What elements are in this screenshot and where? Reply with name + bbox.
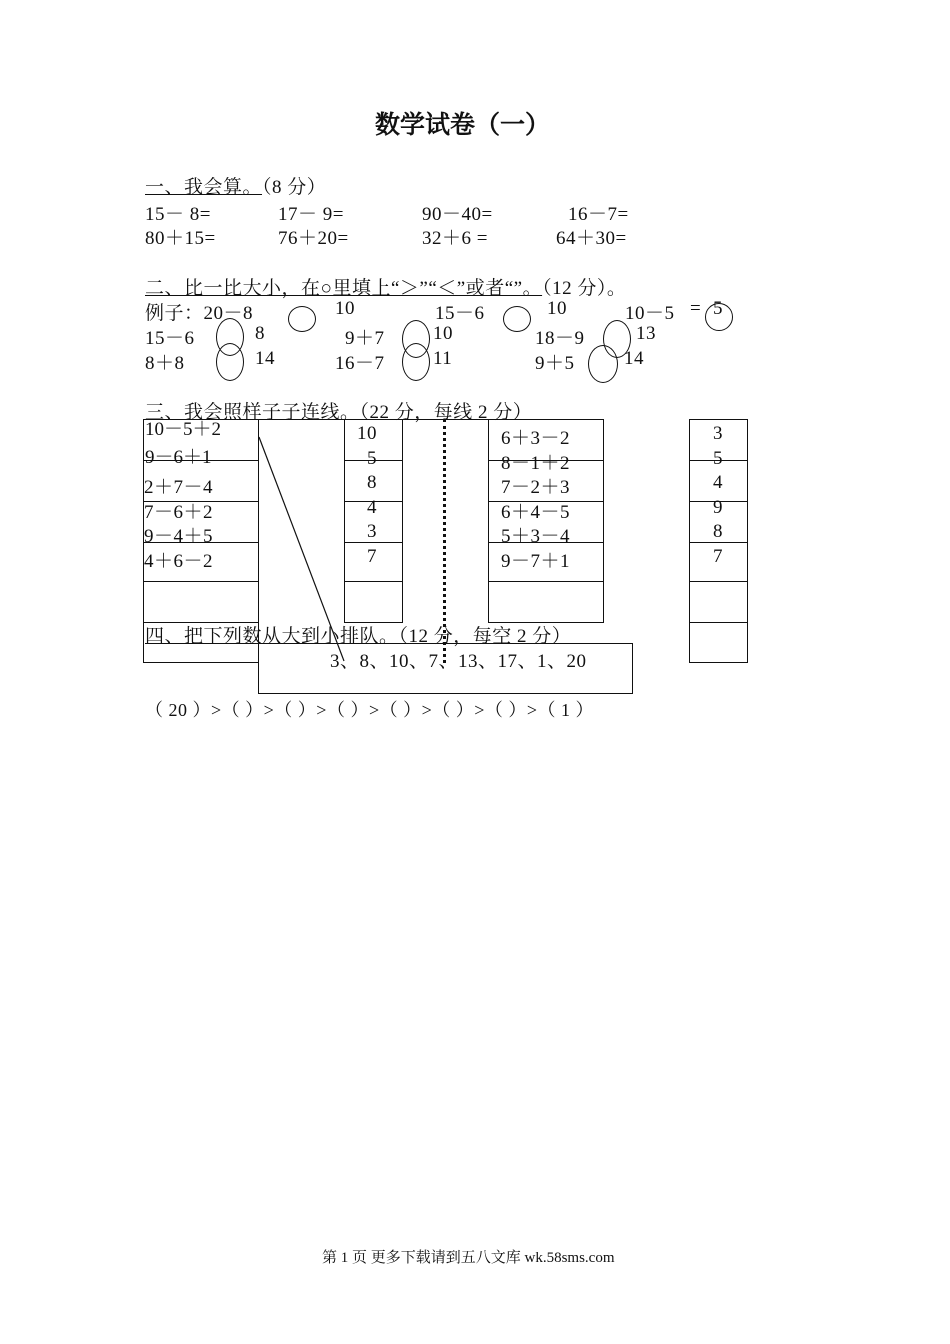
- page-footer: 第 1 页 更多下载请到五八文库 wk.58sms.com: [322, 1250, 615, 1266]
- order-answer-line[interactable]: （ 20 ）>（ ）>（ ）>（ ）>（ ）>（ ）>（ ）>（ 1 ）: [145, 700, 595, 720]
- right-expr-text: 5＋3－4: [501, 526, 571, 547]
- s2-r1-4: 10: [433, 323, 453, 344]
- section2-score: （12 分）。: [542, 278, 627, 299]
- right-expr-text: 6＋4－5: [501, 502, 571, 523]
- right-expr-text: 7－2＋3: [501, 477, 571, 498]
- s1-r2-c2: 76＋20=: [278, 228, 349, 249]
- s2-r2-2: 14: [255, 348, 275, 369]
- s2-ex-1: 10: [335, 298, 355, 319]
- s2-r2-6: 14: [624, 348, 644, 369]
- page-title: 数学试卷（一）: [375, 110, 551, 139]
- s2-r1-3: 9＋7: [345, 328, 385, 349]
- s2-r2-3: 16－7: [335, 353, 385, 374]
- section1-score: （8 分）: [262, 177, 327, 198]
- s2-r1-1: 15－6: [145, 328, 195, 349]
- left-expr-text: 7－6＋2: [144, 502, 214, 523]
- left-expr-text: 2＋7－4: [144, 477, 214, 498]
- s2-ex-5: =: [690, 298, 702, 319]
- section3-heading: 三、我会照样子子连线。（22 分，每线 2 分）: [145, 402, 533, 423]
- right-answer-text: 7: [713, 546, 723, 567]
- section2-heading-text: 二、比一比大小，在○里填上“＞”“＜”或者“”。: [145, 278, 543, 299]
- section4-heading-text: 四、把下列数从大到小排队。: [145, 626, 399, 647]
- right-answer-text: 8: [713, 521, 723, 542]
- left-answer-text: 3: [367, 521, 377, 542]
- left-expr-text: 9－6＋1: [145, 447, 212, 468]
- right-expr-text: 8－1＋2: [501, 453, 571, 474]
- section4-score: （12 分，每空 2 分）: [398, 626, 572, 647]
- s2-r2-1: 8＋8: [145, 353, 185, 374]
- s1-r2-c3: 32＋6 =: [422, 228, 488, 249]
- s2-r1-2: 8: [255, 323, 265, 344]
- right-answer-text: 3: [713, 423, 723, 444]
- s2-r2-5: 9＋5: [535, 353, 575, 374]
- section1-heading-text: 一、我会算。: [145, 177, 263, 198]
- right-expr-text: 9－7＋1: [501, 551, 571, 572]
- s2-ex-3: 10: [547, 298, 567, 319]
- s2-r2-4: 11: [433, 348, 453, 369]
- left-answer-text: 4: [367, 497, 377, 518]
- s2-example-label: 例子：20－8: [145, 303, 254, 324]
- left-answer-text: 7: [367, 546, 377, 567]
- s2-ex-4: 10－5: [625, 303, 675, 324]
- s2-r1-5: 18－9: [535, 328, 585, 349]
- s2-ex-6: 5: [713, 298, 723, 319]
- left-answer-text: 10: [357, 423, 377, 444]
- left-expr-text: 4＋6－2: [144, 551, 214, 572]
- right-answer-text: 4: [713, 472, 723, 493]
- s1-r1-c2: 17－ 9=: [278, 204, 344, 225]
- s1-r1-c3: 90－40=: [422, 204, 493, 225]
- left-answer-text: 8: [367, 472, 377, 493]
- s1-r1-c4: 16－7=: [568, 204, 629, 225]
- s2-ex-2: 15－6: [435, 303, 485, 324]
- s1-r2-c1: 80＋15=: [145, 228, 216, 249]
- s2-r1-6: 13: [636, 323, 656, 344]
- numbers-list: 3、8、10、7、13、17、1、20: [330, 651, 587, 672]
- right-answer-text: 9: [713, 497, 723, 518]
- left-expr-text: 9－4＋5: [144, 526, 214, 547]
- right-expr-text: 6＋3－2: [501, 428, 571, 449]
- s1-r1-c1: 15－ 8=: [145, 204, 211, 225]
- right-answer-text: 5: [713, 448, 723, 469]
- left-expr-text: 10－5＋2: [145, 419, 222, 440]
- left-answer-text: 5: [367, 448, 377, 469]
- s1-r2-c4: 64＋30=: [556, 228, 627, 249]
